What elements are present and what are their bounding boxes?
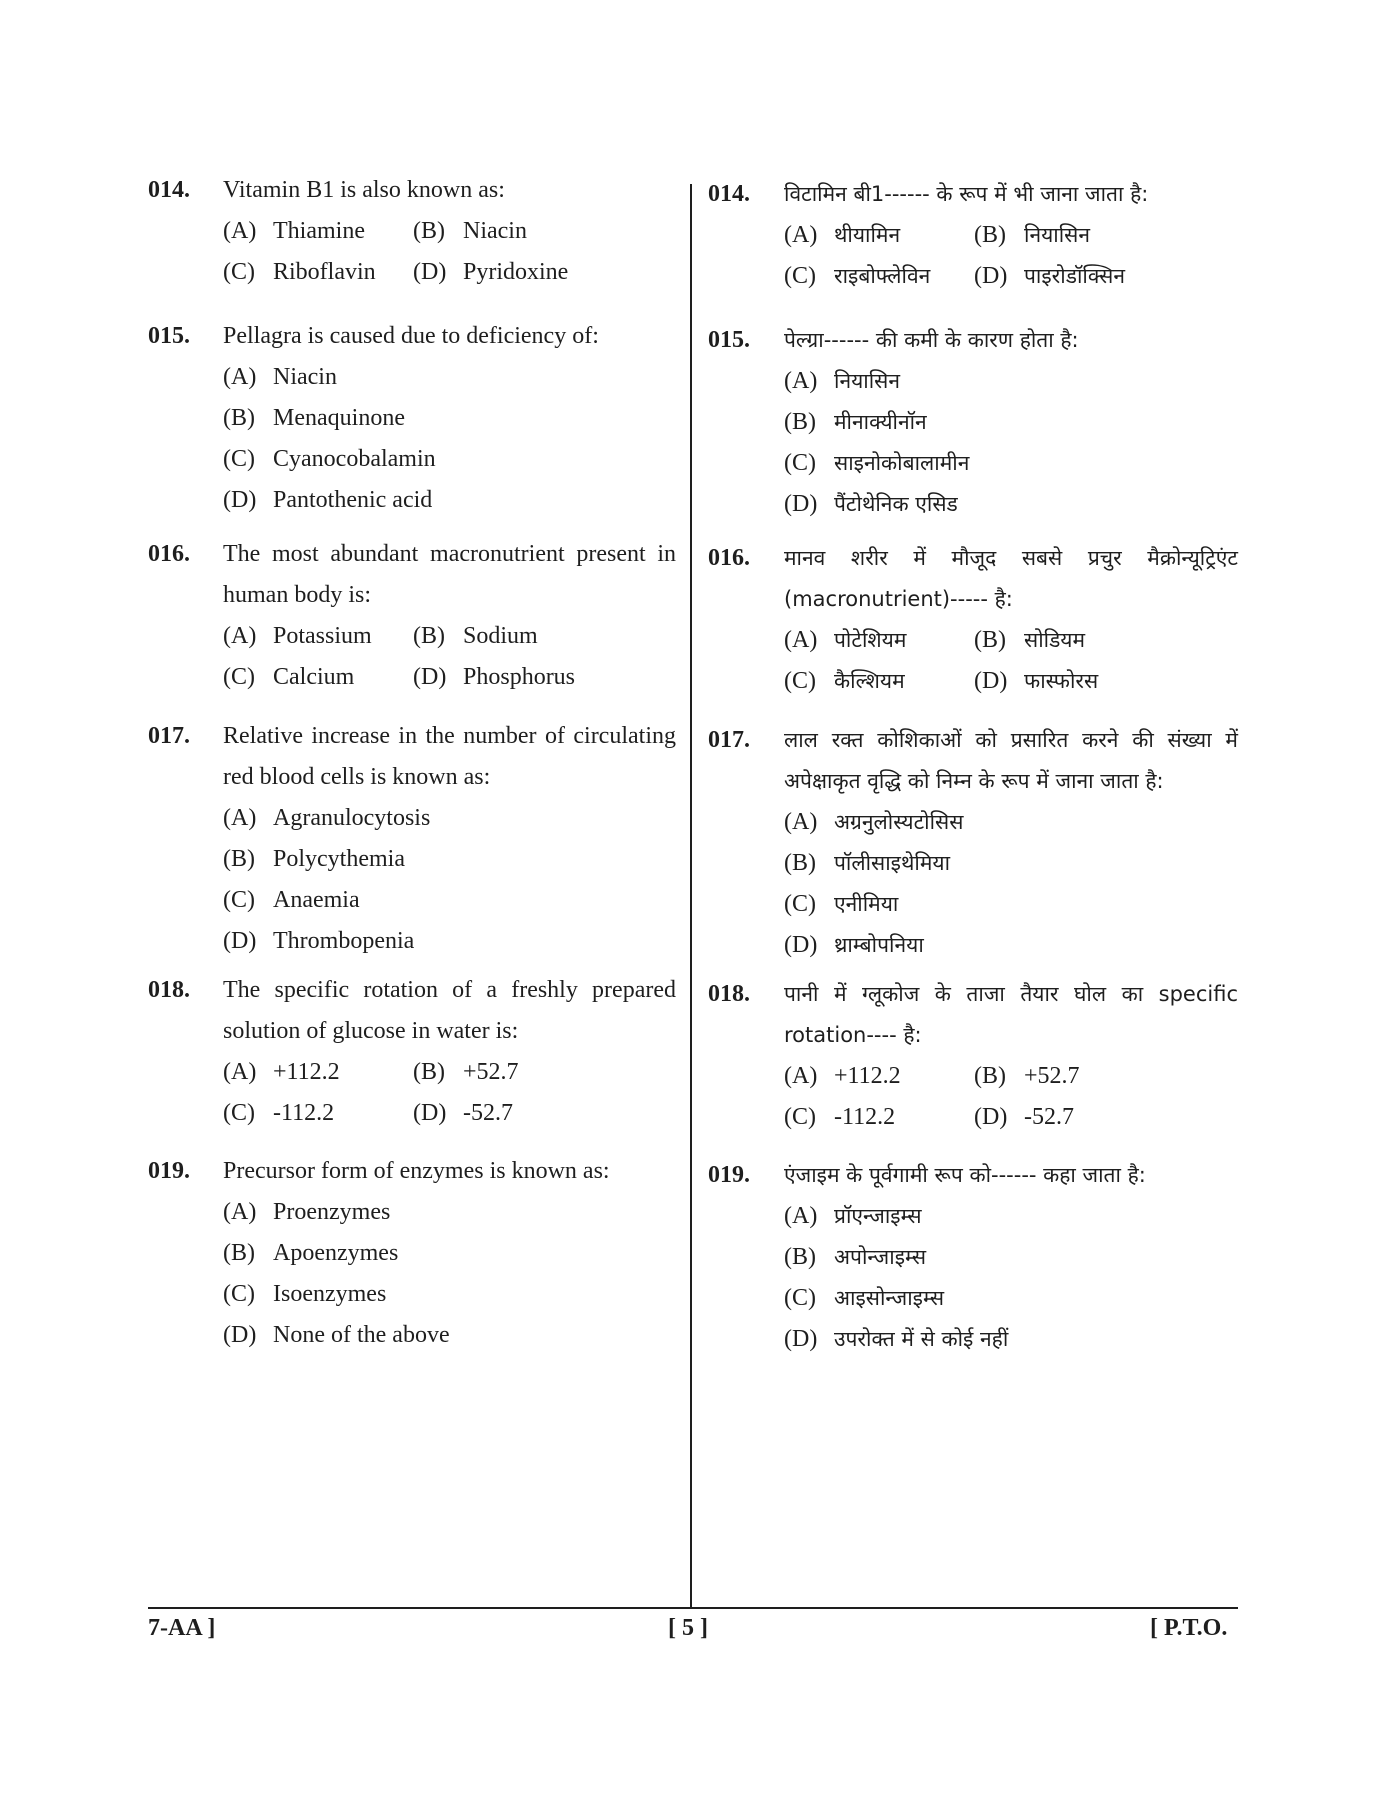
option <box>784 1097 974 1138</box>
option-label: (C) <box>223 446 255 472</box>
option <box>223 1192 676 1233</box>
option-label: (B) <box>413 623 445 649</box>
question-016 <box>708 534 1238 702</box>
option <box>784 1237 1238 1278</box>
option <box>223 480 676 521</box>
option-value: Cyanocobalamin <box>273 446 436 472</box>
option-label: (B) <box>784 1244 816 1270</box>
option-value: Proenzymes <box>273 1199 391 1225</box>
question-text: लाल रक्त कोशिकाओं को प्रसारित करने की संख्या में अपेक्षाकृत वृद्धि को निम्न के रूप में जाना जाता है: <box>784 728 1238 793</box>
column-divider <box>690 184 692 1608</box>
question-017 <box>708 716 1238 966</box>
option-row <box>784 620 1238 661</box>
question-text: Pellagra is caused due to deficiency of: <box>223 323 599 349</box>
option-label: (C) <box>784 1285 816 1311</box>
option-label: (C) <box>784 263 816 289</box>
question-text: The specific rotation of a freshly prepared solution of glucose in water is: <box>223 977 676 1044</box>
question-number: 018. <box>148 977 190 1003</box>
page-number: [ 5 ] <box>668 1615 708 1641</box>
option-label: (A) <box>223 805 257 831</box>
option <box>223 798 676 839</box>
option-label: (B) <box>974 222 1006 248</box>
option-label: (A) <box>223 1199 257 1225</box>
option-label: (A) <box>784 368 818 394</box>
pto-label: [ P.T.O. <box>1150 1615 1228 1641</box>
question-number: 015. <box>148 323 190 349</box>
option-label: (D) <box>223 928 257 954</box>
option <box>413 1093 513 1134</box>
option <box>413 211 527 252</box>
option <box>784 1278 1238 1319</box>
option <box>413 616 538 657</box>
option-row <box>223 1052 676 1093</box>
option-label: (B) <box>974 1063 1006 1089</box>
option-value: +52.7 <box>1024 1063 1080 1089</box>
option-row <box>784 1056 1238 1097</box>
option-label: (D) <box>974 1104 1008 1130</box>
option-value: Anaemia <box>273 887 360 913</box>
option-label: (B) <box>784 850 816 876</box>
option <box>784 484 1238 525</box>
option-label: (B) <box>784 409 816 435</box>
option-value: Thiamine <box>273 218 365 244</box>
question-019 <box>708 1151 1238 1360</box>
option-value: कैल्शियम <box>834 669 905 693</box>
option-label: (A) <box>784 627 818 653</box>
option <box>413 1052 519 1093</box>
option <box>223 398 676 439</box>
question-number: 019. <box>148 1158 190 1184</box>
question-text: विटामिन बी1------ के रूप में भी जाना जाता है: <box>784 182 1149 206</box>
option-label: (C) <box>784 450 816 476</box>
question-015 <box>708 316 1238 525</box>
question-number: 017. <box>148 723 190 749</box>
option-value: Apoenzymes <box>273 1240 399 1266</box>
option <box>974 661 1098 702</box>
option-value: Niacin <box>463 218 527 244</box>
option-label: (A) <box>784 1063 818 1089</box>
question-014 <box>148 170 676 293</box>
option <box>784 661 974 702</box>
option <box>784 256 974 297</box>
option-label: (B) <box>413 1059 445 1085</box>
question-text: पानी में ग्लूकोज के ताजा तैयार घोल का specific rotation---- है: <box>784 982 1238 1047</box>
question-text: एंजाइम के पूर्वगामी रूप को------ कहा जाता है: <box>784 1163 1146 1187</box>
option-value: +52.7 <box>463 1059 519 1085</box>
option-label: (C) <box>784 668 816 694</box>
option-value: Isoenzymes <box>273 1281 387 1307</box>
option-value: प्रॉएन्जाइम्स <box>834 1204 922 1228</box>
option-label: (C) <box>223 1281 255 1307</box>
question-014 <box>708 170 1238 297</box>
question-016 <box>148 534 676 698</box>
option-label: (C) <box>223 1100 255 1126</box>
option-value: Agranulocytosis <box>273 805 431 831</box>
question-017 <box>148 716 676 962</box>
option-value: नियासिन <box>1024 223 1091 247</box>
option-value: फास्फोरस <box>1024 669 1099 693</box>
option-row <box>784 215 1238 256</box>
option <box>974 1056 1080 1097</box>
option-label: (A) <box>784 809 818 835</box>
option-label: (B) <box>223 405 255 431</box>
option-value: +112.2 <box>273 1059 340 1085</box>
option <box>784 843 1238 884</box>
option-label: (B) <box>223 846 255 872</box>
option-label: (B) <box>223 1240 255 1266</box>
option-value: -112.2 <box>273 1100 335 1126</box>
option-value: Potassium <box>273 623 372 649</box>
option-row <box>223 1093 676 1134</box>
option <box>784 1319 1238 1360</box>
question-number: 014. <box>708 181 750 207</box>
question-number: 016. <box>148 541 190 567</box>
option <box>223 252 413 293</box>
option-label: (D) <box>974 263 1008 289</box>
option-row <box>784 661 1238 702</box>
option-label: (A) <box>223 1059 257 1085</box>
option-row <box>784 256 1238 297</box>
option <box>784 361 1238 402</box>
option-value: Thrombopenia <box>273 928 415 954</box>
question-text: Relative increase in the number of circulating red blood cells is known as: <box>223 723 676 790</box>
option-label: (D) <box>413 1100 447 1126</box>
option <box>223 839 676 880</box>
option-row <box>223 616 676 657</box>
option-row <box>784 1097 1238 1138</box>
option-row <box>223 252 676 293</box>
question-number: 017. <box>708 727 750 753</box>
question-015 <box>148 316 676 521</box>
question-text: Vitamin B1 is also known as: <box>223 177 505 203</box>
option <box>223 211 413 252</box>
option-label: (D) <box>413 259 447 285</box>
question-018 <box>708 970 1238 1138</box>
question-number: 014. <box>148 177 190 203</box>
question-text: Precursor form of enzymes is known as: <box>223 1158 610 1184</box>
option-value: एनीमिया <box>834 892 899 916</box>
option-label: (C) <box>223 259 255 285</box>
option-label: (A) <box>784 1203 818 1229</box>
option <box>784 802 1238 843</box>
option <box>974 620 1085 661</box>
option-value: मीनाक्यीनॉन <box>834 410 927 434</box>
option-value: -52.7 <box>463 1100 513 1126</box>
option <box>223 616 413 657</box>
option-value: पोटेशियम <box>834 628 907 652</box>
option <box>974 215 1090 256</box>
option-label: (C) <box>784 1104 816 1130</box>
option <box>784 925 1238 966</box>
option-value: नियासिन <box>834 369 901 393</box>
option <box>784 215 974 256</box>
option <box>223 357 676 398</box>
option <box>413 657 575 698</box>
option <box>784 884 1238 925</box>
option-label: (D) <box>784 1326 818 1352</box>
option <box>223 657 413 698</box>
option-label: (D) <box>974 668 1008 694</box>
option-label: (A) <box>223 623 257 649</box>
option <box>223 1052 413 1093</box>
option <box>784 402 1238 443</box>
option <box>784 443 1238 484</box>
option-label: (B) <box>413 218 445 244</box>
question-019 <box>148 1151 676 1356</box>
option-label: (A) <box>223 218 257 244</box>
option-value: Pantothenic acid <box>273 487 433 513</box>
option-value: पैंटोथेनिक एसिड <box>834 492 958 516</box>
question-number: 019. <box>708 1162 750 1188</box>
option <box>413 252 568 293</box>
option-value: अग्रनुलोस्यटोसिस <box>834 810 964 834</box>
option-value: उपरोक्त में से कोई नहीं <box>834 1327 1009 1351</box>
question-018 <box>148 970 676 1134</box>
option <box>974 256 1125 297</box>
option <box>223 1093 413 1134</box>
option-value: Polycythemia <box>273 846 405 872</box>
option-value: थीयामिन <box>834 223 901 247</box>
booklet-code: 7-AA ] <box>148 1615 216 1641</box>
option-value: थ्राम्बोपनिया <box>834 933 924 957</box>
option-value: -112.2 <box>834 1104 896 1130</box>
option-value: -52.7 <box>1024 1104 1074 1130</box>
option-label: (B) <box>974 627 1006 653</box>
option <box>974 1097 1074 1138</box>
option <box>784 1196 1238 1237</box>
option-row <box>223 211 676 252</box>
option <box>784 1056 974 1097</box>
option-label: (D) <box>223 487 257 513</box>
option-value: Menaquinone <box>273 405 405 431</box>
option-value: Phosphorus <box>463 664 576 690</box>
option-value: अपोन्जाइम्स <box>834 1245 927 1269</box>
question-number: 018. <box>708 981 750 1007</box>
option <box>223 921 676 962</box>
option <box>223 1274 676 1315</box>
option-value: Pyridoxine <box>463 259 569 285</box>
option-value: साइनोकोबालामीन <box>834 451 970 475</box>
option-label: (D) <box>784 491 818 517</box>
question-text: पेल्ग्रा------ की कमी के कारण होता है: <box>784 328 1079 352</box>
option-row <box>223 657 676 698</box>
option <box>223 1315 676 1356</box>
option <box>784 620 974 661</box>
option-value: Riboflavin <box>273 259 376 285</box>
option-label: (A) <box>223 364 257 390</box>
option-label: (C) <box>223 664 255 690</box>
option-label: (D) <box>223 1322 257 1348</box>
option-value: राइबोफ्लेविन <box>834 264 931 288</box>
option-value: +112.2 <box>834 1063 901 1089</box>
option-value: पाइरोडॉक्सिन <box>1024 264 1125 288</box>
question-number: 015. <box>708 327 750 353</box>
option-label: (C) <box>223 887 255 913</box>
option-value: None of the above <box>273 1322 450 1348</box>
option-value: Niacin <box>273 364 337 390</box>
option-value: पॉलीसाइथेमिया <box>834 851 951 875</box>
option <box>223 880 676 921</box>
option-value: सोडियम <box>1024 628 1086 652</box>
option-value: Calcium <box>273 664 355 690</box>
option-label: (A) <box>784 222 818 248</box>
question-text: मानव शरीर में मौजूद सबसे प्रचुर मैक्रोन्यूट्रिएंट (macronutrient)----- है: <box>784 546 1238 611</box>
option <box>223 439 676 480</box>
option-label: (D) <box>413 664 447 690</box>
option-label: (C) <box>784 891 816 917</box>
option-value: Sodium <box>463 623 538 649</box>
question-text: The most abundant macronutrient present in human body is: <box>223 541 676 608</box>
option-value: आइसोन्जाइम्स <box>834 1286 945 1310</box>
question-number: 016. <box>708 545 750 571</box>
option-label: (D) <box>784 932 818 958</box>
option <box>223 1233 676 1274</box>
